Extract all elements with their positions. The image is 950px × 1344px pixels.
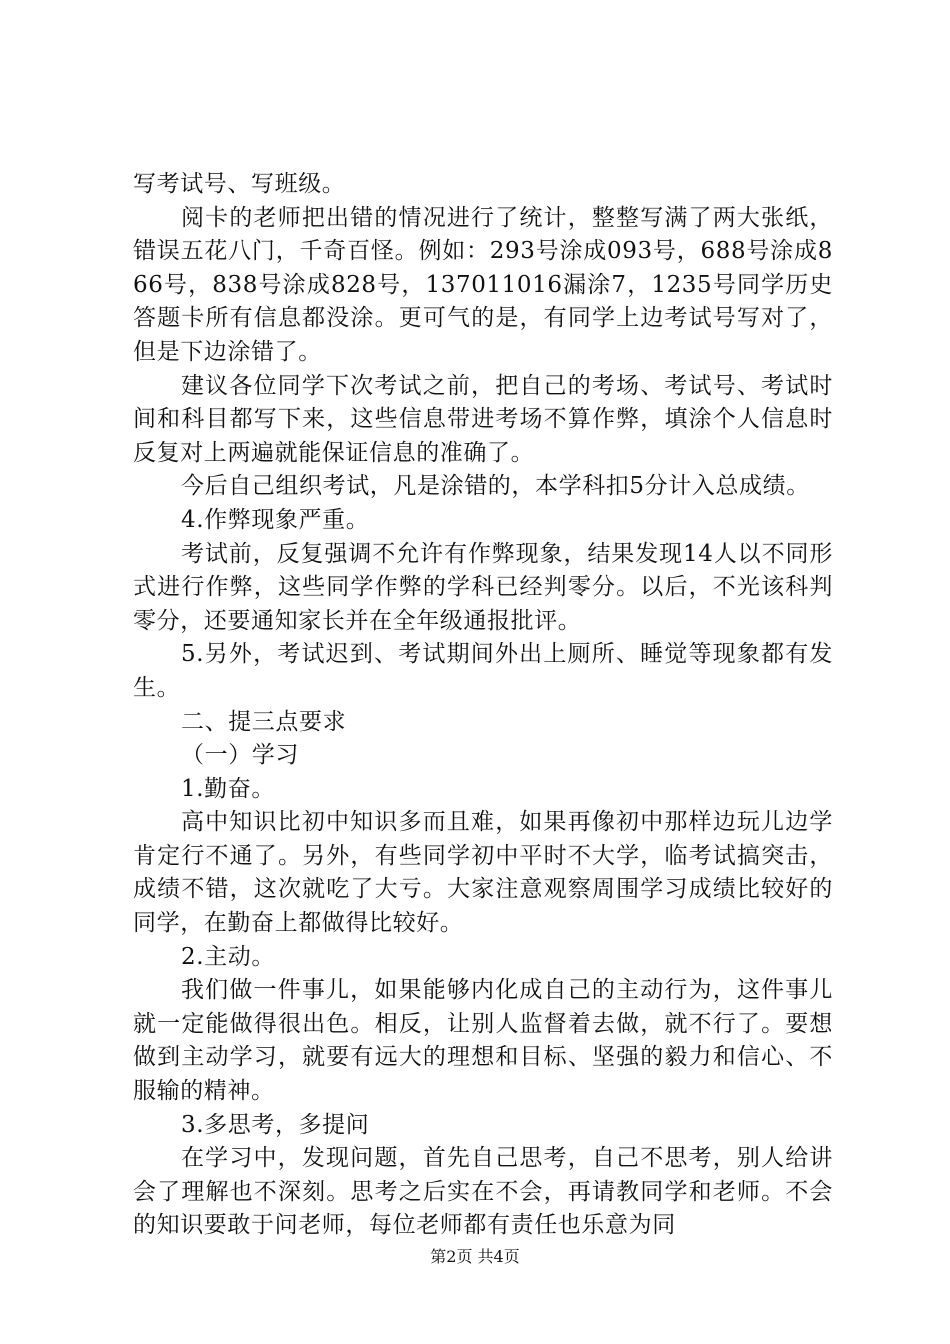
section-heading: 3.多思考，多提问 <box>181 1111 370 1138</box>
section-heading: 2.主动。 <box>181 943 275 970</box>
section-heading: （一）学习 <box>181 742 299 769</box>
paragraph: 我们做一件事儿，如果能够内化成自己的主动行为，这件事儿就一定能做得很出色。相反，让别人监督着去做，就不行了。要想做到主动学习，就要有远大的理想和目标、坚强的毅力和信心、不服输的精神。 <box>133 977 833 1105</box>
section-heading: 4.作弊现象严重。 <box>181 506 370 533</box>
paragraph: 高中知识比初中知识多而且难，如果再像初中那样边玩儿边学肯定行不通了。另外，有些同学初中平时不大学，临考试搞突击，成绩不错，这次就吃了大亏。大家注意观察周围学习成绩比较好的同学，在勤奋上都做得比较好。 <box>133 809 833 937</box>
page-number-label: 第2页 共4页 <box>430 1247 520 1266</box>
section-heading: 1.勤奋。 <box>181 775 275 802</box>
page-footer <box>0 1246 950 1268</box>
document-body <box>133 168 833 1243</box>
paragraph: 写考试号、写班级。 <box>133 171 346 197</box>
section-heading: 二、提三点要求 <box>181 708 347 735</box>
paragraph: 在学习中，发现问题，首先自己思考，自己不思考，别人给讲会了理解也不深刻。思考之后实在不会，再请教同学和老师。不会的知识要敢于问老师，每位老师都有责任也乐意为同 <box>133 1145 833 1239</box>
paragraph: 5.另外，考试迟到、考试期间外出上厕所、睡觉等现象都有发生。 <box>133 641 833 701</box>
paragraph: 今后自己组织考试，凡是涂错的，本学科扣5分计入总成绩。 <box>181 473 810 500</box>
paragraph: 建议各位同学下次考试之前，把自己的考场、考试号、考试时间和科目都写下来，这些信息带进考场不算作弊，填涂个人信息时反复对上两遍就能保证信息的准确了。 <box>133 372 833 466</box>
paragraph: 阅卡的老师把出错的情况进行了统计，整整写满了两大张纸，错误五花八门，千奇百怪。例如：293号涂成093号，688号涂成866号，838号涂成828号，137011016漏涂7，1235号同学历史答题卡所有信息都没涂。更可气的是，有同学上边考试号写对了，但是下边涂错了。 <box>133 204 833 365</box>
paragraph: 考试前，反复强调不允许有作弊现象，结果发现14人以不同形式进行作弊，这些同学作弊的学科已经判零分。以后，不光该科判零分，还要通知家长并在全年级通报批评。 <box>133 540 833 634</box>
